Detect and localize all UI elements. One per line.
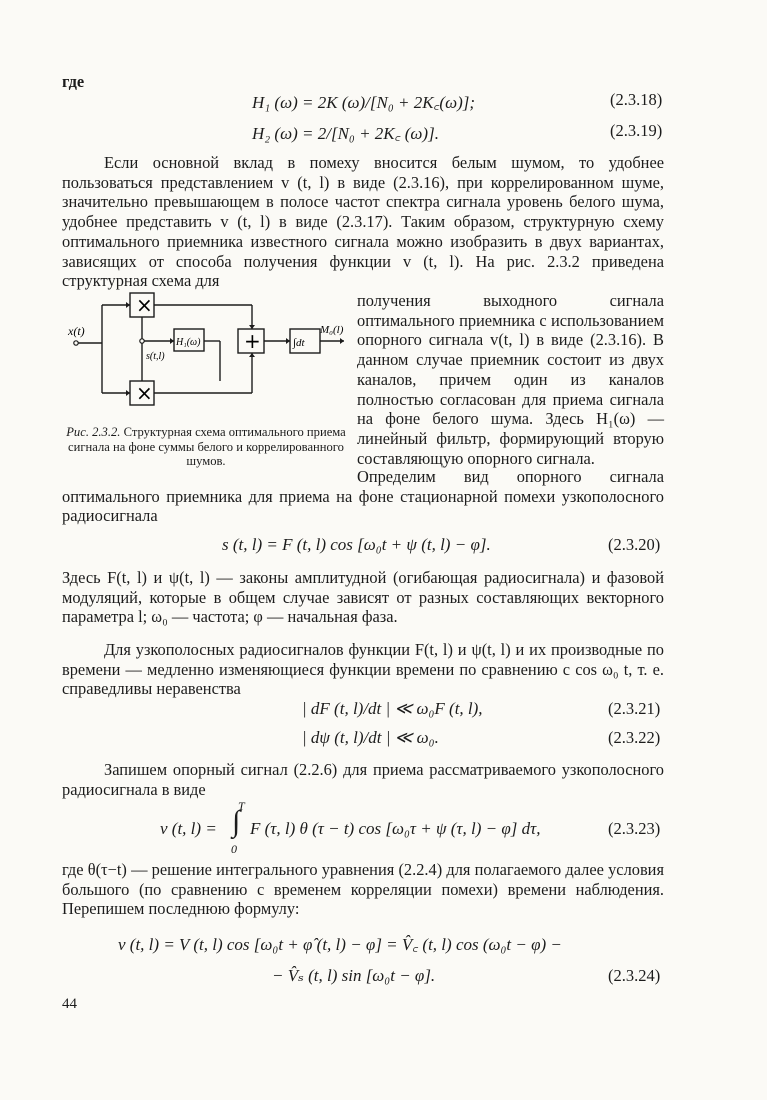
equation-number-2-3-19: (2.3.19) [610, 121, 663, 140]
figure-caption-number: Рис. 2.3.2. [66, 425, 121, 439]
top-multiplier-symbol: × [136, 293, 153, 317]
paragraph-receiver-description: получения выходного сигнала оптимального приемника с использованием опорного сигнала v(t, l) в виде (2.3.16). В данном случае приемник состоит из двух каналов, причем один из каналов полностью согласован для приема сигнала на фоне белого шума. Здесь H₁(ω) — линейный фильтр, формирующий вторую составляющую опорного сигнала. [357, 291, 664, 468]
equation-2-3-19: H₂ (ω) = 2/[N₀ + 2K꜀ (ω)]. [252, 124, 439, 143]
equation-number-2-3-18: (2.3.18) [610, 90, 663, 109]
paragraph-modulation-laws: Здесь F(t, l) и ψ(t, l) — законы амплитудной (огибающая радиосигнала) и фазовой модуляций, которые в общем случае зависят от разных составляющих векторного параметра l; ω₀ — частота; φ — начальная фаза. [62, 568, 664, 627]
input-label: x(t) [68, 324, 85, 338]
equation-2-3-18: H₁ (ω) = 2K (ω)/[N₀ + 2K꜀(ω)]; [252, 93, 476, 112]
integrator-label: ∫dt [293, 337, 305, 349]
paragraph-narrowband: Для узкополосных радиосигналов функции F(t, l) и ψ(t, l) и их производные по времени — медленно изменяющиеся функции времени по сравнению с cos ω₀ t, т. е. справедливы неравенства [62, 640, 664, 699]
reference-label: s(t,l) [146, 351, 165, 362]
figure-caption-text: Структурная схема оптимального приема сигнала на фоне суммы белого и коррелированного шумов. [68, 425, 346, 468]
equation-2-3-21: | dF (t, l)/dt | ≪ ω₀F (t, l), [302, 699, 483, 718]
integral-sign: ∫ [232, 805, 241, 838]
filter-label: H₁(ω) [176, 337, 201, 348]
paragraph-write-reference: Запишем опорный сигнал (2.2.6) для приема рассматриваемого узкополосного радиосигнала в виде [62, 760, 664, 799]
equation-2-3-23-lhs: v (t, l) = [160, 819, 217, 838]
equation-number-2-3-21: (2.3.21) [608, 699, 661, 718]
output-label: M₀(l) [320, 324, 344, 336]
integral-upper-limit: T [238, 799, 245, 813]
paragraph-reference-signal: Определим вид опорного сигнала оптимального приемника для приема на фоне стационарной помехи узкополосного радиосигнала [62, 467, 664, 526]
block-diagram [62, 283, 352, 423]
equation-number-2-3-24: (2.3.24) [608, 966, 661, 985]
adder-symbol: + [244, 329, 261, 353]
equation-2-3-24-line2: − V̂ₛ (t, l) sin [ω₀t − φ]. [272, 966, 436, 985]
paragraph-white-noise: Если основной вклад в помеху вносится белым шумом, то удобнее пользоваться представлением v (t, l) в виде (2.3.16), при коррелированном шуме, значительно превышающем в полосе частот спектра сигнала уровень белого шума, удобнее представить v (t, l) в виде (2.3.17). Таким образом, структурную схему оптимального приемника известного сигнала можно изобразить в двух вариантах, зависящих от способа получения функции v (t, l). На рис. 2.3.2 приведена структурная схема для [62, 153, 664, 291]
integral-lower-limit: 0 [231, 842, 237, 856]
equation-2-3-24-line1: v (t, l) = V (t, l) cos [ω₀t + φ̂ (t, l) − φ] = V̂꜀ (t, l) cos (ω₀t − φ) − [118, 935, 562, 954]
equation-2-3-20: s (t, l) = F (t, l) cos [ω₀t + ψ (t, l) − φ]. [222, 535, 491, 554]
equation-number-2-3-20: (2.3.20) [608, 535, 661, 554]
where-word: где [62, 72, 85, 91]
page-number: 44 [62, 996, 77, 1012]
equation-2-3-23-rhs: F (τ, l) θ (τ − t) cos [ω₀τ + ψ (τ, l) − φ] dτ, [250, 819, 541, 838]
equation-number-2-3-23: (2.3.23) [608, 819, 661, 838]
paragraph-integral-solution: где θ(τ−t) — решение интегрального уравнения (2.2.4) для полагаемого далее условия большого (по сравнению с временем корреляции помехи) времени наблюдения. Перепишем последнюю формулу: [62, 860, 664, 919]
equation-number-2-3-22: (2.3.22) [608, 728, 661, 747]
figure-caption [62, 425, 350, 469]
equation-2-3-22: | dψ (t, l)/dt | ≪ ω₀. [302, 728, 439, 747]
bottom-multiplier-symbol: × [136, 381, 153, 405]
